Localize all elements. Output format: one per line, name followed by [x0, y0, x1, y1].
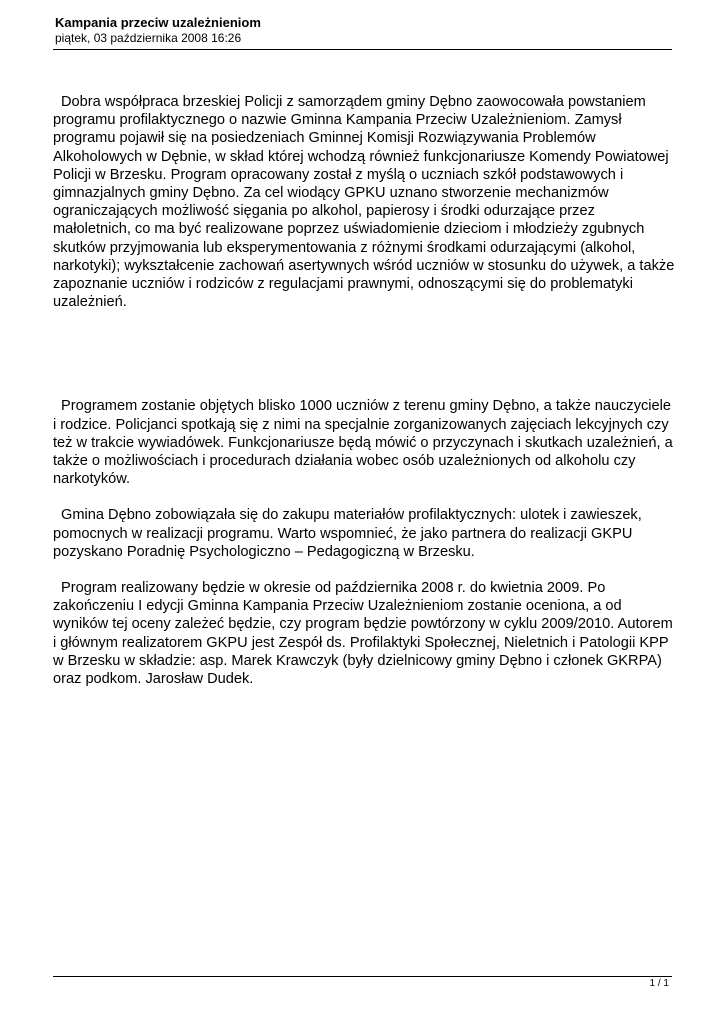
paragraph-3: Gmina Dębno zobowiązała się do zakupu materiałów profilaktycznych: ulotek i zawieszek, pomocnych w realizacji programu. Warto wspomnieć, że jako partnera do realizacji GKPU pozyskano Poradnię Psychologiczno – Pedagogiczną w Brzesku. — [53, 507, 642, 560]
header-divider — [53, 49, 672, 50]
document-title: Kampania przeciw uzależnieniom — [55, 15, 261, 30]
page-number: 1 / 1 — [649, 978, 669, 989]
paragraph-4: Program realizowany będzie w okresie od października 2008 r. do kwietnia 2009. Po zakończeniu I edycji Gminna Kampania Przeciw Uzależnieniom zostanie oceniona, a od wyników tej oceny zależeć będzie, czy program będzie powtórzony w cyklu 2009/2010. Autorem i głównym realizatorem GKPU jest Zespół ds. Profilaktyki Społecznej, Nieletnich i Patologii KPP w Brzesku w składzie: asp. Marek Krawczyk (były dzielnicowy gminy Dębno i członek GKRPA) oraz podkom. Jarosław Dudek. — [53, 580, 673, 688]
paragraph-1: Dobra współpraca brzeskiej Policji z samorządem gminy Dębno zaowocowała powstaniem programu profilaktycznego o nazwie Gminna Kampania Przeciw Uzależnieniom. Zamysł programu pojawił się na posiedzeniach Gminnej Komisji Rozwiązywania Problemów Alkoholowych w Dębnie, w skład której wchodzą również funkcjonariusze Komendy Powiatowej Policji w Brzesku. Program opracowany został z myślą o uczniach szkół podstawowych i gimnazjalnych gminy Dębno. Za cel wiodący GPKU uznano stworzenie mechanizmów ograniczających możliwość sięgania po alkohol, papierosy i środki odurzające przez małoletnich, co ma być realizowane poprzez uświadomienie dzieciom i młodzieży zgubnych skutków przyjmowania lub eksperymentowania z różnymi środkami odurzającymi (alkohol, narkotyki); wykształcenie zachowań asertywnych wśród uczniów w stosunku do używek, a także zapoznanie uczniów i rodziców z regulacjami prawnymi, odnoszącymi się do problematyki uzależnień. — [53, 94, 675, 311]
article-body — [53, 93, 675, 688]
paragraph-2: Programem zostanie objętych blisko 1000 uczniów z terenu gminy Dębno, a także nauczyciele i rodzice. Policjanci spotkają się z nimi na specjalnie zorganizowanych zajęciach lekcyjnych czy też w trakcie wywiadówek. Funkcjonariusze będą mówić o przyczynach i skutkach uzależnień, a także o możliwościach i procedurach działania wobec osób uzależnionych od alkoholu czy narkotyków. — [53, 398, 673, 488]
footer-divider — [53, 976, 672, 977]
document-date: piątek, 03 października 2008 16:26 — [55, 31, 242, 45]
document-header — [55, 15, 672, 46]
